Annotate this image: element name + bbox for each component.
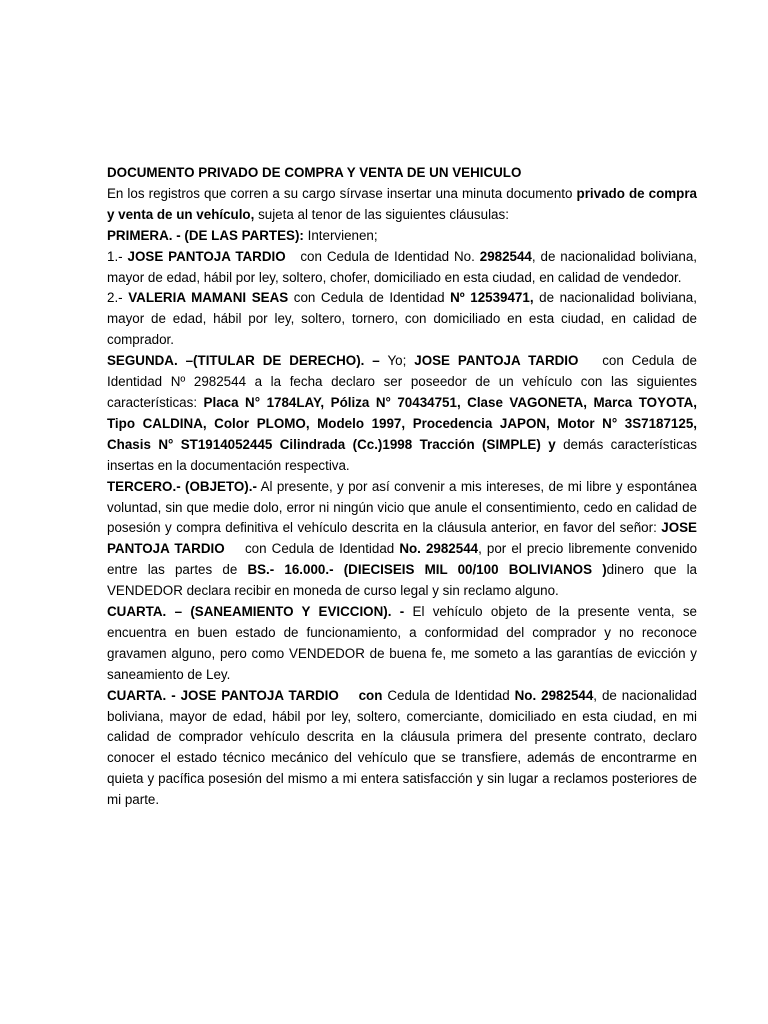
clause-cuarta-comprador-details: , de nacionalidad boliviana, mayor de edad, hábil por ley, soltero, comerciante, domiciliado en esta ciudad, en mi calidad de comprador vehículo descrita en la cláusula primera del presente contrato, declaro conocer el estado técnico mecánico del vehículo que se transfiere, además de encontrarme en quieta y pacífica posesión del mismo a mi entera satisfacción y sin lugar a reclamos posteriores de mi parte. bbox=[107, 687, 698, 808]
clause-cuarta-saneamiento-heading: CUARTA. – (SANEAMIENTO Y EVICCION). - bbox=[107, 604, 405, 620]
clause-cuarta-saneamiento-text: El vehículo objeto de la presente venta, se encuentra en buen estado de funcionamiento, a conformidad del comprador y no reconoce gravamen alguno, pero como VENDEDOR de buena fe, me someto a las garantías de evicción y saneamiento de Ley. bbox=[107, 604, 697, 682]
party-seller bbox=[107, 247, 697, 289]
party-seller-text: con Cedula de Identidad No. bbox=[285, 248, 480, 264]
clause-segunda-name: JOSE PANTOJA TARDIO bbox=[414, 353, 579, 369]
vehicle-specs: Placa N° 1784LAY, Póliza N° 70434751, Clase VAGONETA, Marca TOYOTA, Tipo CALDINA, Color PLOMO, Modelo 1997, Procedencia JAPON, Motor N° 3S7187125, Chasis N° ST1914052445 Cilindrada (Cc.)1998 Tracción (SIMPLE) y bbox=[107, 394, 697, 452]
clause-tercero-text-3: , por el precio libremente convenido entre las partes de bbox=[107, 541, 698, 578]
clause-cuarta-comprador-id: No. 2982544 bbox=[514, 687, 594, 703]
intro-text-end: sujeta al tenor de las siguientes cláusulas: bbox=[254, 206, 509, 222]
clause-tercero bbox=[107, 477, 697, 602]
party-buyer-details: de nacionalidad boliviana, mayor de edad, hábil por ley, soltero, tornero, con domiciliado en esta ciudad, en calidad de comprador. bbox=[107, 290, 697, 348]
clause-cuarta-comprador-heading: CUARTA. - JOSE PANTOJA TARDIO con bbox=[107, 687, 383, 703]
party-buyer-name: VALERIA MAMANI SEAS bbox=[128, 290, 289, 306]
clause-segunda-text-3: demás características insertas en la documentación respectiva. bbox=[107, 436, 697, 473]
clause-primera-text: Intervienen; bbox=[303, 227, 378, 243]
clause-cuarta-comprador-text: Cedula de Identidad bbox=[382, 687, 515, 703]
clause-tercero-id: No. 2982544 bbox=[399, 541, 479, 557]
party-buyer-text: con Cedula de Identidad bbox=[288, 290, 451, 306]
party-seller-id: 2982544 bbox=[479, 248, 532, 264]
party-seller-number: 1.- bbox=[107, 248, 128, 264]
party-seller-name: JOSE PANTOJA TARDIO bbox=[127, 248, 286, 264]
intro-paragraph bbox=[107, 184, 697, 226]
clause-segunda bbox=[107, 351, 701, 476]
document-body bbox=[107, 163, 701, 811]
clause-segunda-text-2: con Cedula de Identidad Nº 2982544 a la fecha declaro ser poseedor de un vehículo con las siguientes características: bbox=[107, 353, 701, 410]
party-buyer bbox=[107, 288, 697, 351]
party-buyer-number: 2.- bbox=[107, 290, 129, 306]
sale-price: BS.- 16.000.- (DIECISEIS MIL 00/100 BOLIVIANOS ) bbox=[247, 562, 607, 578]
clause-cuarta-comprador bbox=[107, 686, 697, 811]
party-buyer-id: Nº 12539471, bbox=[450, 290, 534, 306]
party-seller-details: , de nacionalidad boliviana, mayor de edad, hábil por ley, soltero, chofer, domiciliado en esta ciudad, en calidad de vendedor. bbox=[107, 248, 697, 285]
clause-primera-heading: PRIMERA. - (DE LAS PARTES): bbox=[107, 227, 304, 243]
intro-bold: privado de compra y venta de un vehículo, bbox=[107, 185, 698, 222]
clause-segunda-heading: SEGUNDA. –(TITULAR DE DERECHO). – bbox=[107, 353, 380, 369]
clause-tercero-name: JOSE PANTOJA TARDIO bbox=[107, 520, 697, 557]
intro-text: En los registros que corren a su cargo sírvase insertar una minuta documento bbox=[107, 185, 577, 201]
clause-tercero-text-4: dinero que la VENDEDOR declara recibir en moneda de curso legal y sin reclamo alguno. bbox=[107, 562, 697, 599]
clause-primera bbox=[107, 226, 697, 247]
clause-tercero-text: Al presente, y por así convenir a mis intereses, de mi libre y espontánea voluntad, sin que medie dolo, error ni ningún vicio que anule el consentimiento, cedo en calidad de posesión y compra definitiva el vehículo descrita en la cláusula anterior, en favor del señor: bbox=[107, 478, 697, 536]
clause-segunda-text: Yo; bbox=[379, 353, 415, 369]
document-title: DOCUMENTO PRIVADO DE COMPRA Y VENTA DE UN VEHICULO bbox=[107, 165, 522, 180]
clause-tercero-heading: TERCERO.- (OBJETO).- bbox=[107, 478, 257, 494]
clause-cuarta-saneamiento bbox=[107, 602, 697, 686]
clause-tercero-text-2: con Cedula de Identidad bbox=[224, 541, 400, 557]
